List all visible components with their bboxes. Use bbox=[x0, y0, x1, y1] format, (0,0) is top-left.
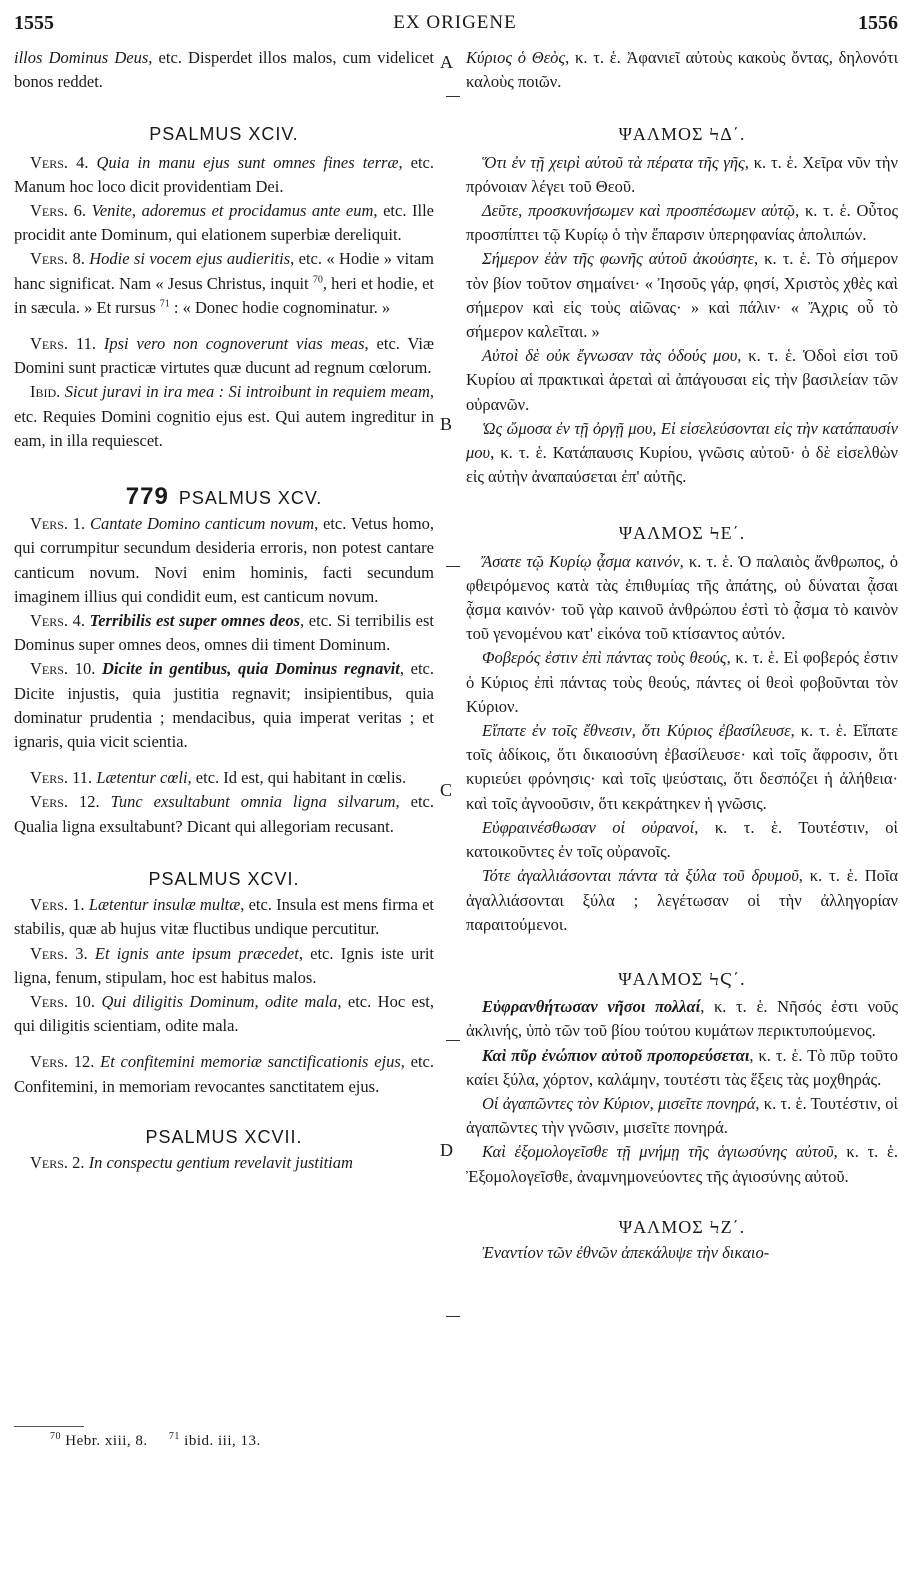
verse-paragraph: Vers. 10. Qui diligitis Dominum, odite mala, etc. Hoc est, qui diligitis scientiam, odite mala. bbox=[14, 991, 434, 1036]
footnotes bbox=[50, 1433, 261, 1450]
latin-column bbox=[14, 46, 434, 1175]
verse-paragraph: Vers. 1. Lætentur insulæ multæ, etc. Insula est mens firma et stabilis, quæ ab hujus vitæ fluctibus undique percutitur. bbox=[14, 895, 435, 939]
verse-paragraph: Ibid. Sicut juravi in ira mea : Si introibunt in requiem meam, etc. Requies Domini cognitio ejus est. Qui autem ingreditur in eam, in illa requiescet. bbox=[14, 382, 435, 450]
verse-paragraph: Vers. 6. Venite, adoremus et procidamus ante eum, etc. Ille procidit ante Dominum, qui elationem superbiæ dereliquit. bbox=[14, 201, 434, 245]
page-number-right: 1556 bbox=[858, 12, 898, 34]
margin-marker-c: C bbox=[440, 780, 453, 800]
psalm-95-heading-greek: ΨΑΛΜΟΣ ϞΕ΄. bbox=[618, 523, 746, 544]
page-number-left: 1555 bbox=[14, 12, 54, 34]
center-rule bbox=[446, 96, 460, 97]
center-rule bbox=[446, 1040, 460, 1041]
footnote-text: ibid. iii, 13. bbox=[184, 1433, 261, 1449]
column-number: 779 bbox=[125, 483, 169, 511]
psalm-94-heading-latin: PSALMUS XCIV. bbox=[149, 124, 299, 145]
margin-marker-a: A bbox=[440, 52, 453, 72]
verse-paragraph: Δεῦτε, προσκυνήσωμεν καὶ προσπέσωμεν αὐτῷ, κ. τ. ἑ. Οὗτος προσπίπτει τῷ Κυρίῳ ὁ τὴν ἔπαρσιν ὑπερηφανίας ἀπολιπών. bbox=[466, 201, 899, 245]
verse-paragraph: Καὶ ἐξομολογεῖσθε τῇ μνήμῃ τῆς ἁγιωσύνης αὐτοῦ, κ. τ. ἑ. Ἐξομολογεῖσθε, ἀναμνημονεύοντες τῆς ἁγιοσύνης αὐτοῦ. bbox=[466, 1142, 898, 1186]
verse-paragraph: Vers. 4. Terribilis est super omnes deos, etc. Si terribilis est Dominus super omnes deos, omnes dii timent Dominum. bbox=[14, 611, 434, 655]
verse-paragraph: Ἐναντίον τῶν ἐθνῶν ἀπεκάλυψε τὴν δικαιο- bbox=[482, 1242, 770, 1262]
greek-column bbox=[466, 46, 898, 1265]
verse-paragraph: Ὅτι ἐν τῇ χειρὶ αὐτοῦ τὰ πέρατα τῆς γῆς, κ. τ. ἑ. Χεῖρα νῦν τὴν πρόνοιαν λέγει τοῦ Θεοῦ. bbox=[466, 152, 898, 196]
verse-paragraph: Τότε ἀγαλλιάσονται πάντα τὰ ξύλα τοῦ δρυμοῦ, κ. τ. ἑ. Ποῖα ἀγαλλιάσονται ξύλα ; λεγέτωσαν οἱ τὴν ἀλληγορίαν παραιτούμενοι. bbox=[466, 866, 898, 934]
psalm-96-heading-greek: ΨΑΛΜΟΣ ϞϚ΄. bbox=[618, 968, 746, 989]
verse-paragraph: Εὐφραινέσθωσαν οἱ οὐρανοί, κ. τ. ἑ. Τουτέστιν, οἱ κατοικοῦντες ἐν τοῖς οὐρανοῖς. bbox=[466, 817, 898, 862]
psalm-97-heading-latin: PSALMUS XCVII. bbox=[145, 1126, 303, 1147]
verse-paragraph: Φοβερός ἐστιν ἐπὶ πάντας τοὺς θεούς, κ. τ. ἑ. Εἰ φοβερός ἐστιν ὁ Κύριος ἐπὶ πάντας τοὺς θεούς, πάντες οἱ θεοὶ φοβοῦνται τὸν Κύριον. bbox=[466, 648, 898, 716]
verse-paragraph: Σήμερον ἐὰν τῆς φωνῆς αὐτοῦ ἀκούσητε, κ. τ. ἑ. Τὸ σήμερον τὸν βίον τοῦτον σημαίνει· « Ἰησοῦς γάρ, φησί, Χριστὸς χθὲς καὶ σήμερον καὶ εἰς τοὺς αἰῶνας· » καὶ πάλιν· « Ἄχρις οὗ τὸ σήμερον καλεῖται. » bbox=[466, 249, 898, 342]
verse-paragraph: Ἄσατε τῷ Κυρίῳ ᾆσμα καινόν, κ. τ. ἑ. Ὁ παλαιὸς ἄνθρωπος, ὁ φθειρόμενος κατὰ τὰς ἐπιθυμίας τῆς ἀπάτης, οὐ δύναται ᾆσαι ᾆσμα καινόν· τοῦ γὰρ καινοῦ ἀνθρώπου ἐστὶ τὸ ᾆσμα τὸ καινὸν τοῦ γενομένου κατ' εἰκόνα τοῦ κτίσαντος αὐτόν. bbox=[466, 551, 898, 644]
verse-paragraph: Εἴπατε ἐν τοῖς ἔθνεσιν, ὅτι Κύριος ἐβασίλευσε, κ. τ. ἑ. Εἴπατε τοῖς ἀδίκοις, ὅτι δικαιοσύνη ἐβασίλευσε· καὶ τοῖς ἄφροσιν, ὅτι κυριεύει φρόνησις· καὶ τοῖς ψεύσταις, ὅτι δεσπόζει ἡ ἀλήθεια· καὶ τοῖς ἀγνοοῦσιν, ὅτι κεκράτηκεν ἡ γνῶσις. bbox=[466, 721, 898, 813]
verse-paragraph: Ὡς ὤμοσα ἐν τῇ ὀργῇ μου, Εἰ εἰσελεύσονται εἰς τὴν κατάπαυσίν μου, κ. τ. ἑ. Κατάπαυσις Κυρίου, γνῶσις αὐτοῦ· ὁ δὲ εἰσελθὼν εἰς αὐτὴν ἀναπαύσεται ἐπ' αὐτῆς. bbox=[466, 418, 898, 487]
footnote-ref: 70 bbox=[312, 274, 323, 286]
verse-paragraph: Vers. 11. Lætentur cœli, etc. Id est, qui habitant in cœlis. bbox=[30, 768, 407, 788]
footnote-rule bbox=[14, 1426, 84, 1427]
verse-paragraph: Καὶ πῦρ ἐνώπιον αὐτοῦ προπορεύσεται, κ. τ. ἑ. Τὸ πῦρ τοῦτο καίει ξύλα, χόρτον, καλάμην, τουτέστι τὰς ἕξεις τὰς μοχθηράς. bbox=[466, 1045, 898, 1089]
psalm-95-heading-latin: 779 PSALMUS XCV. bbox=[125, 483, 323, 511]
footnote-marker: 71 bbox=[168, 1431, 180, 1442]
verse-paragraph: Vers. 12. Tunc exsultabunt omnia ligna silvarum, etc. Qualia ligna exsultabunt? Dicant qui allegoriam recusant. bbox=[14, 792, 434, 836]
verse-paragraph: Vers. 11. Ipsi vero non cognoverunt vias meas, etc. Viæ Domini sunt practicæ virtutes quæ ducunt ad regnum cœlorum. bbox=[14, 334, 435, 378]
latin-intro: illos Dominus Deus, etc. Disperdet illos malos, cum videlicet bonos reddet. bbox=[14, 48, 435, 92]
verse-paragraph: Οἱ ἀγαπῶντες τὸν Κύριον, μισεῖτε πονηρά, κ. τ. ἑ. Τουτέστιν, οἱ ἀγαπῶντες τὴν γνῶσιν, μισεῖτε πονηρά. bbox=[466, 1093, 898, 1138]
verse-paragraph: Vers. 1. Cantate Domino canticum novum, etc. Vetus homo, qui corrumpitur secundum desideria erroris, non potest cantare canticum novum. Novi enim hominis, facti secundum imaginem illius qui condidit eum, est canticum novum. bbox=[14, 514, 434, 606]
center-rule bbox=[446, 1316, 460, 1317]
verse-paragraph: Vers. 12. Et confitemini memoriæ sanctificationis ejus, etc. Confitemini, in memoriam revocantes sanctitatem ejus. bbox=[14, 1052, 434, 1096]
verse-paragraph: Αὐτοὶ δὲ οὐκ ἔγνωσαν τὰς ὁδούς μου, κ. τ. ἑ. Ὁδοὶ εἰσι τοῦ Κυρίου αἱ πρακτικαὶ ἀρεταὶ αἱ ἀπάγουσαι εἰς τὴν βασιλείαν τῶν οὐρανῶν. bbox=[466, 346, 898, 414]
margin-marker-d: D bbox=[440, 1140, 453, 1160]
footnote-text: Hebr. xiii, 8. bbox=[65, 1433, 148, 1449]
verse-paragraph: Vers. 10. Dicite in gentibus, quia Dominus regnavit, etc. Dicite injustis, quia justitia regnavit; insipientibus, quia dominatur prudentia ; mendacibus, quia imperat veritas ; et ignaris, quia vicit scientia. bbox=[14, 659, 435, 752]
margin-marker-b: B bbox=[440, 414, 453, 434]
psalm-94-heading-greek: ΨΑΛΜΟΣ ϞΔ΄. bbox=[618, 124, 746, 145]
center-rule bbox=[446, 566, 460, 567]
greek-intro: Κύριος ὁ Θεὸς, κ. τ. ἑ. Ἀφανιεῖ αὐτοὺς κακοὺς ὄντας, δηλονότι καλοὺς ποιῶν. bbox=[466, 48, 899, 92]
running-title: EX ORIGENE bbox=[393, 12, 517, 33]
verse-paragraph: Vers. 3. Et ignis ante ipsum præcedet, etc. Ignis iste urit ligna, fenum, stipulam, hoc est habitus malos. bbox=[14, 943, 434, 987]
footnote-ref: 71 bbox=[159, 298, 170, 310]
psalm-96-heading-latin: PSALMUS XCVI. bbox=[148, 868, 300, 889]
page-header bbox=[0, 6, 910, 36]
footnote-marker: 70 bbox=[50, 1431, 61, 1442]
psalm-97-heading-greek: ΨΑΛΜΟΣ ϞΖ΄. bbox=[618, 1216, 746, 1237]
verse-paragraph: Vers. 4. Quia in manu ejus sunt omnes fines terræ, etc. Manum hoc loco dicit providentiam Dei. bbox=[14, 152, 434, 196]
verse-paragraph: Vers. 2. In conspectu gentium revelavit justitiam bbox=[30, 1152, 353, 1172]
verse-paragraph: Εὐφρανθήτωσαν νῆσοι πολλαί, κ. τ. ἑ. Νῆσός ἐστι νοῦς ἀκλινής, ὑπὸ τῶν τοῦ βίου τούτου κυμάτων περικτυπούμενος. bbox=[466, 997, 899, 1041]
verse-paragraph: Vers. 8. Hodie si vocem ejus audieritis, etc. « Hodie » vitam hanc significat. Nam « Jesus Christus, inquit $^{70}$, heri et hodie, et in sæcula. » Et rursus $^{71}$ : « Donec hodie cognominatur. » bbox=[14, 249, 434, 317]
